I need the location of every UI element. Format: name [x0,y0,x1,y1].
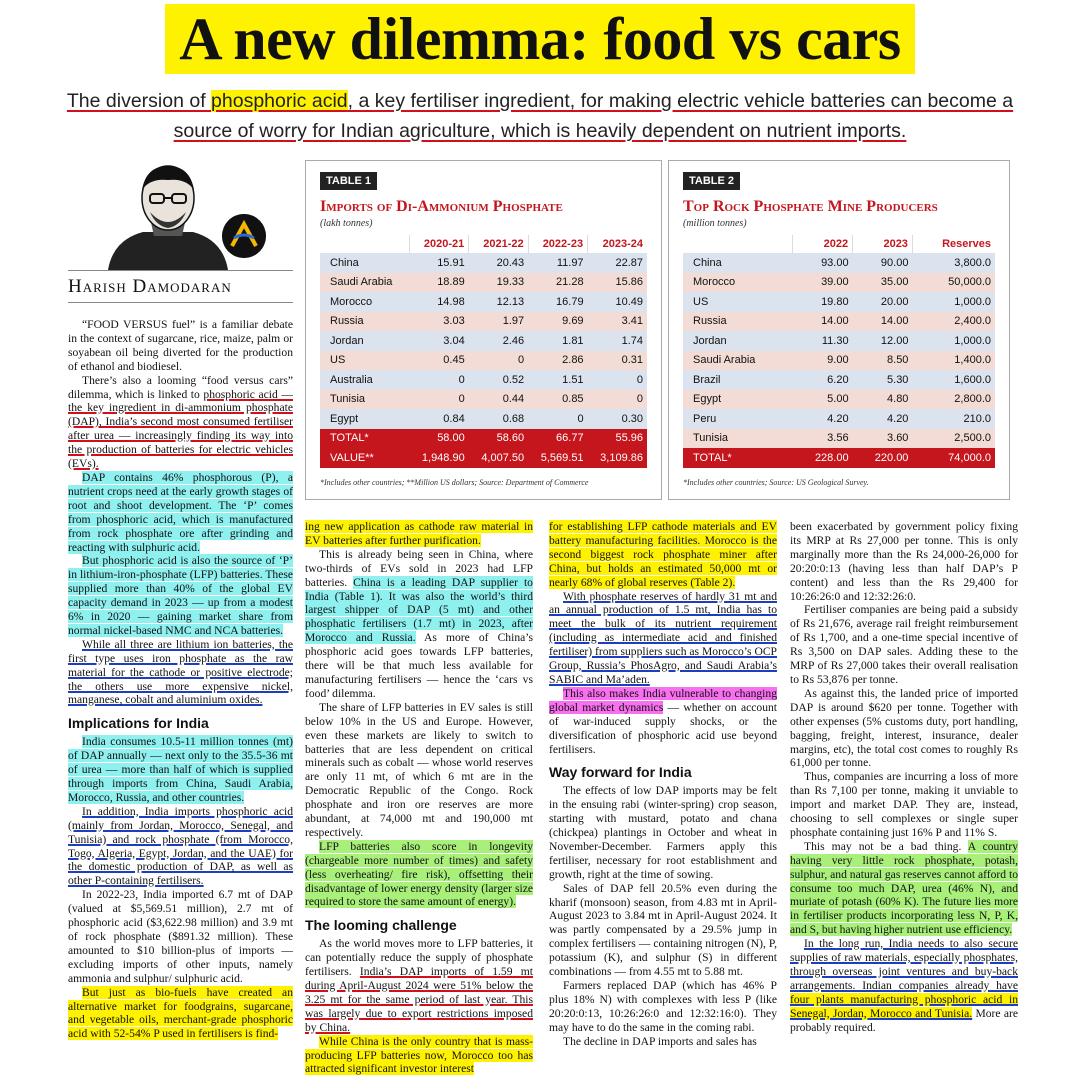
table-cell: 0 [409,370,468,390]
paragraph [68,986,293,1042]
table-cell: 0 [588,390,647,410]
table2-column-header: Reserves [912,235,995,253]
article-column-1 [68,318,293,1041]
table-cell: Saudi Arabia [683,351,793,371]
table-cell: 1.97 [469,312,528,332]
table1-body [320,253,647,468]
table-cell: 12.13 [469,292,528,312]
paragraph [305,840,533,910]
highlighted-text: China is a leading DAP supplier to India (Table 1). It was also the world’s third largest shipper of DAP (5 mt) and other phosphatic fertilisers (1.7 mt) in 2023, after Morocco and Russia. [305,575,533,645]
table-cell: 228.00 [793,448,853,468]
text-span: As more of China’s phosphoric acid goes towards LFP batteries, there will be that much less available for manufacturing fertilisers — hence the ‘cars vs food’ dilemma. [305,631,533,700]
headline-container [0,4,1080,74]
table-cell: 21.28 [528,273,587,293]
paragraph [549,520,777,590]
table-cell: TOTAL* [683,448,793,468]
table1-column-header: 2022-23 [528,235,587,253]
underlined-text: In the long run, India needs to also secure supplies of raw materials, especially phosphates, through overseas joint ventures and buy-back arrangements. Indian companies already have [790,937,1018,992]
table1 [320,235,647,468]
paragraph [305,1035,533,1077]
table-cell: US [320,351,409,371]
table2-unit: (million tonnes) [683,218,747,229]
article-column-2 [305,520,533,1076]
table-row [683,409,995,429]
table-cell: 9.00 [793,351,853,371]
table2-column-header: 2023 [853,235,913,253]
table-row [320,409,647,429]
table-cell: 0.44 [469,390,528,410]
text-span: — whether on account of war-induced supply shocks, or the diversification of phosphoric acid use beyond fertilisers. [549,700,778,756]
highlighted-text: DAP contains 46% phosphorous (P), a nutrient crops need at the early growth stages of root and shoot development. The ‘P’ comes from phosphoric acid, which is manufactured from rock phosphate ore after grinding and reacting with sulphuric acid. [68,470,293,554]
table-cell: 15.86 [588,273,647,293]
text-span: More are probably required. [790,1006,1018,1034]
subheading: Way forward for India [549,764,692,781]
table-cell: 2.86 [528,351,587,371]
table-cell: 0 [409,390,468,410]
table-cell: 5,569.51 [528,448,587,468]
table-row [683,273,995,293]
table-cell: 15.91 [409,253,468,273]
paragraph: Thus, companies are incurring a loss of more than Rs 7,100 per tonne, making it unviable to import and market DAP. They are, instead, choosing to sell complexes or single super phosphate containing just 16% P and 11% S. [790,770,1018,839]
highlighted-text: While China is the only country that is mass-producing LFP batteries now, Morocco too has attracted significant investor interest [305,1034,533,1076]
table-cell: 0 [528,409,587,429]
table-cell: 20.00 [853,292,913,312]
table1-label: TABLE 1 [320,172,377,190]
table-row [320,370,647,390]
table-cell: 14.00 [853,312,913,332]
highlighted-text: But just as bio-fuels have created an alternative market for foodgrains, sugarcane, and vegetable oils, merchant-grade phosphoric acid with 52-54% P used in fertilisers is find- [68,985,293,1041]
table-cell: Russia [683,312,793,332]
paragraph: Sales of DAP fell 20.5% even during the kharif (monsoon) season, from 4.83 mt in April-August 2023 to 3.84 mt in April-August 2024. It was partly compensated by a 29.5% jump in complex fertilisers — containing nitrogen (N), P, potassium (K), and sulphur (S) in different combinations — from 4.55 mt to 5.88 mt. [549,881,777,979]
table2-label: TABLE 2 [683,172,740,190]
paragraph [549,590,777,687]
table-cell: 2,400.0 [912,312,995,332]
table-cell: Morocco [320,292,409,312]
paragraph [68,471,293,554]
table-cell: 10.49 [588,292,647,312]
table-cell: Tunisia [320,390,409,410]
table-cell: VALUE** [320,448,409,468]
paragraph [68,554,293,637]
table-cell: 0.52 [469,370,528,390]
table-cell: 0.85 [528,390,587,410]
paragraph: The share of LFP batteries in EV sales is still below 10% in the US and Europe. However, even these markets are likely to switch to batteries that are less dependent on critical minerals such as cobalt — whose world reserves are only 11 mt, of which 6 mt are in the Democratic Republic of the Congo. Rock phosphate and iron ore reserves are more abundant, at 74,000 mt and 190,000 mt respectively. [305,700,533,839]
table-cell: 58.60 [469,429,528,449]
table-cell: Tunisia [683,429,793,449]
table2-column-header: 2022 [793,235,853,253]
paragraph [549,687,777,757]
paragraph: As against this, the landed price of imported DAP is around $620 per tonne. Together with other expenses (5% customs duty, port handling, bagging, freight, interest, insurance, dealer margins, etc), the total cost comes to roughly Rs 61,000 per tonne. [790,686,1018,770]
deck-highlight: phosphoric acid [211,90,348,112]
table-row [320,331,647,351]
table-row [320,390,647,410]
table-cell: 14.98 [409,292,468,312]
paragraph [68,374,293,471]
table-cell: 74,000.0 [912,448,995,468]
highlighted-text: A country having very little rock phosphate, potash, sulphur, and natural gas reserves cannot afford to consume too much DAP, urea (46% N), and muriate of potash (60% K). The future lies more in fertiliser products incorporating less N, P, K, and S, but having higher nutrient use efficiency. [790,839,1018,937]
paragraph: The effects of low DAP imports may be felt in the ensuing rabi (winter-spring) crop season, starting with mustard, potato and chana (chickpea) plantings in October and wheat in November-December. Farmers apply this fertiliser, necessary for root establishment and growth, right at the time of sowing. [549,784,777,881]
table-cell: US [683,292,793,312]
table1-header-row [320,235,647,253]
table-cell: Morocco [683,273,793,293]
table-cell: 2,500.0 [912,429,995,449]
paragraph: Fertiliser companies are being paid a subsidy of Rs 21,676, average rail freight reimbursement of Rs 1,700, and a one-time special incentive of Rs 3,500 on DAP sales. Adding these to the MRP of Rs 27,000 takes their overall realisation to Rs 53,876 per tonne. [790,603,1018,686]
table2-column-header [683,235,793,253]
highlighted-text: India consumes 10.5-11 million tonnes (mt) of DAP annually — next only to the 35.5-36 mt of urea — more than half of which is supplied through imports from China, Saudi Arabia, Morocco, Russia, and other countries. [68,735,293,804]
table-row [683,370,995,390]
table-cell: 2.46 [469,331,528,351]
table-cell: TOTAL* [320,429,409,449]
table-row [683,292,995,312]
table-cell: 58.00 [409,429,468,449]
table1-title: Imports of Di-Ammonium Phosphate [320,198,563,215]
text-span: This is already being seen in China, where two-thirds of EVs sold in 2023 had LFP batteries. [305,547,533,589]
table-cell: 1,000.0 [912,331,995,351]
table-cell: 18.89 [409,273,468,293]
table-cell: 1,000.0 [912,292,995,312]
table-row [683,429,995,449]
table-cell: Jordan [320,331,409,351]
table-cell: 0.45 [409,351,468,371]
table-cell: 0.31 [588,351,647,371]
table-cell: Egypt [683,390,793,410]
table-cell: Jordan [683,331,793,351]
table-total-row [320,448,647,468]
table-cell: 14.00 [793,312,853,332]
table-cell: Australia [320,370,409,390]
text-span: As the world moves more to LFP batteries, it can potentially reduce the supply of phosphate fertilisers. [305,937,533,979]
publisher-logo-icon [222,214,266,258]
headline: A new dilemma: food vs cars [165,4,914,74]
table-cell: 9.69 [528,312,587,332]
table-cell: 0 [588,370,647,390]
paragraph: been exacerbated by government policy fixing its MRP at Rs 27,000 per tonne. This is only marginally more than the Rs 24,000-26,000 for 20:20:0:13 (having less than half DAP’s P content) and less than the Rs 29,400 for 10:26:26:0 and 12:32:26:0. [790,520,1018,603]
paragraph: The decline in DAP imports and sales has [563,1034,757,1048]
author-byline: Harish Damodaran [68,276,293,303]
subheading: Implications for India [68,715,209,732]
table1-column-header: 2020-21 [409,235,468,253]
table2 [683,235,995,468]
highlighted-text: four plants manufacturing phosphoric acid in Senegal, Jordan, Morocco and Tunisia. [790,992,1018,1020]
table1-column-header: 2021-22 [469,235,528,253]
table-cell: Egypt [320,409,409,429]
highlighted-text: ing new application as cathode raw material in EV batteries after further purification. [305,520,533,547]
table-cell: 3.60 [853,429,913,449]
subheading: The looming challenge [305,917,457,934]
table-cell: 8.50 [853,351,913,371]
table-cell: 4.80 [853,390,913,410]
article-column-3 [549,520,777,1049]
table-cell: 39.00 [793,273,853,293]
table-cell: 2,800.0 [912,390,995,410]
underlined-text: India’s DAP imports of 1.59 mt during April-August 2024 were 51% below the 3.25 mt for the same period of last year. This was largely due to export restrictions imposed by China. [305,965,533,1034]
table-cell: 0.68 [469,409,528,429]
table-cell: 20.43 [469,253,528,273]
table-total-row [683,448,995,468]
table-cell: 0 [469,351,528,371]
table-cell: 19.33 [469,273,528,293]
deck [40,86,1040,146]
table-cell: China [683,253,793,273]
table-cell: 55.96 [588,429,647,449]
table-row [320,253,647,273]
table-cell: 1,600.0 [912,370,995,390]
table1-unit: (lakh tonnes) [320,218,373,229]
table-cell: 1,400.0 [912,351,995,371]
underlined-text: While all three are lithium ion batteries, the first type uses iron phosphate as the raw material for the cathode or positive electrode; the others use more expensive nickel, manganese, cobalt and aluminium oxides. [68,637,293,707]
table-cell: 3.04 [409,331,468,351]
table-cell: 4,007.50 [469,448,528,468]
table-row [683,331,995,351]
table-cell: 3.41 [588,312,647,332]
table-row [683,351,995,371]
paragraph [305,937,533,1034]
table-cell: 3.56 [793,429,853,449]
paragraph: Farmers replaced DAP (which has 46% P plus 18% N) with complexes with less P (like 20:20:0:13, 10:26:26:0 and 12:32:16:0). They may have to do the same in the coming rabi. [549,979,777,1034]
paragraph [68,735,293,805]
table-cell: 220.00 [853,448,913,468]
table-cell: 1.74 [588,331,647,351]
table-cell: China [320,253,409,273]
deck-post: , a key fertiliser ingredient, for making electric vehicle batteries can become a source of worry for Indian agriculture, which is heavily dependent on nutrient imports. [173,90,1014,142]
table-cell: 93.00 [793,253,853,273]
table-cell: 35.00 [853,273,913,293]
table-cell: Brazil [683,370,793,390]
table-cell: 16.79 [528,292,587,312]
paragraph [790,937,1018,1034]
underlined-text: With phosphate reserves of hardly 31 mt and an annual production of 1.5 mt, India has to meet the bulk of its nutrient requirement (including as intermediate acid and finished fertiliser) from suppliers such as Morocco’s OCP Group, Russia’s PhosAgro, and Saudi Arabia’s SABIC and Ma’aden. [549,589,777,686]
paragraph [68,805,293,888]
text-span: This may not be a bad thing. [804,839,968,853]
table-cell: 1,948.90 [409,448,468,468]
table-cell: Peru [683,409,793,429]
table2-title: Top Rock Phosphate Mine Producers [683,198,938,215]
table-cell: 4.20 [853,409,913,429]
table2-body [683,253,995,468]
table-cell: 3.03 [409,312,468,332]
text-span: There’s also a looming “food versus cars” dilemma, which is linked to [68,373,293,401]
table1-footnote: *Includes other countries; **Million US dollars; Source: Department of Commerce [320,477,589,487]
paragraph [305,520,533,548]
highlighted-text: LFP batteries also score in longevity (chargeable more number of times) and safety (less overheating/ fire risk), offsetting their disadvantage of lower energy density (larger size required to store the same amount of energy). [305,839,533,909]
highlighted-text: But phosphoric acid is also the source of ‘P’ in lithium-iron-phosphate (LFP) batteries. These supplied more than 40% of the global EV capacity demand in 2023 — up from a modest 6% in 2020 — gaining market share from normal nickel-based NMC and NCA batteries. [68,554,293,637]
paragraph: In 2022-23, India imported 6.7 mt of DAP (valued at $5,569.51 million), 2.7 mt of phosphoric acid ($3,622.98 million) and 3.9 mt of rock phosphate ($891.32 million). These amounted to $10 billion-plus of imports — excluding imports of other inputs, namely ammonia and sulphur/ sulphuric acid. [68,888,293,985]
highlighted-text: This also makes India vulnerable to changing global market dynamics [549,686,777,714]
paragraph [790,840,1018,937]
paragraph [68,638,293,708]
table2-header-row [683,235,995,253]
table-cell: 3,109.86 [588,448,647,468]
deck-pre: The diversion of [66,90,212,112]
table-row [320,351,647,371]
table2-footnote: *Includes other countries; Source: US Geological Survey. [683,477,869,487]
table-cell: 19.80 [793,292,853,312]
table-cell: 11.30 [793,331,853,351]
underlined-text: phosphoric acid — the key ingredient in di-ammonium phosphate (DAP), India’s second most consumed fertiliser after urea — increasingly finding its way into the production of batteries for electric vehicles (EVs). [68,387,293,471]
table-row [683,312,995,332]
table2-box [668,160,1010,500]
table-cell: 1.51 [528,370,587,390]
table-cell: 90.00 [853,253,913,273]
table-cell: 3,800.0 [912,253,995,273]
highlighted-text: for establishing LFP cathode materials and EV battery manufacturing facilities. Morocco is the second biggest rock phosphate miner after China, but holds an estimated 50,000 mt or nearly 68% of global reserves (Table 2). [549,520,777,589]
table1-box [305,160,662,500]
table-row [320,312,647,332]
article-column-4 [790,520,1018,1035]
table-total-row [320,429,647,449]
table-cell: 210.0 [912,409,995,429]
table-cell: 12.00 [853,331,913,351]
table-cell: 4.20 [793,409,853,429]
table-cell: 6.20 [793,370,853,390]
table-row [320,292,647,312]
underlined-text: In addition, India imports phosphoric acid (mainly from Jordan, Morocco, Senegal, and Tunisia) and rock phosphate (from Morocco, Togo, Algeria, Egypt, Jordan, and the UAE) for the domestic production of DAP, as well as other P-containing fertilisers. [68,804,293,888]
table-cell: 66.77 [528,429,587,449]
table1-column-header [320,235,409,253]
table-row [683,390,995,410]
table-cell: 1.81 [528,331,587,351]
byline-rule [68,270,293,271]
table-cell: 0.30 [588,409,647,429]
table-cell: 5.00 [793,390,853,410]
table-row [683,253,995,273]
table-cell: 22.87 [588,253,647,273]
table-cell: 0.84 [409,409,468,429]
table-row [320,273,647,293]
table-cell: 50,000.0 [912,273,995,293]
table-cell: Russia [320,312,409,332]
table-cell: Saudi Arabia [320,273,409,293]
table1-column-header: 2023-24 [588,235,647,253]
table-cell: 5.30 [853,370,913,390]
paragraph: “FOOD VERSUS fuel” is a familiar debate in the context of sugarcane, rice, maize, palm or soyabean oil being diverted for the production of ethanol and biodiesel. [68,318,293,373]
table-cell: 11.97 [528,253,587,273]
paragraph [305,548,533,701]
